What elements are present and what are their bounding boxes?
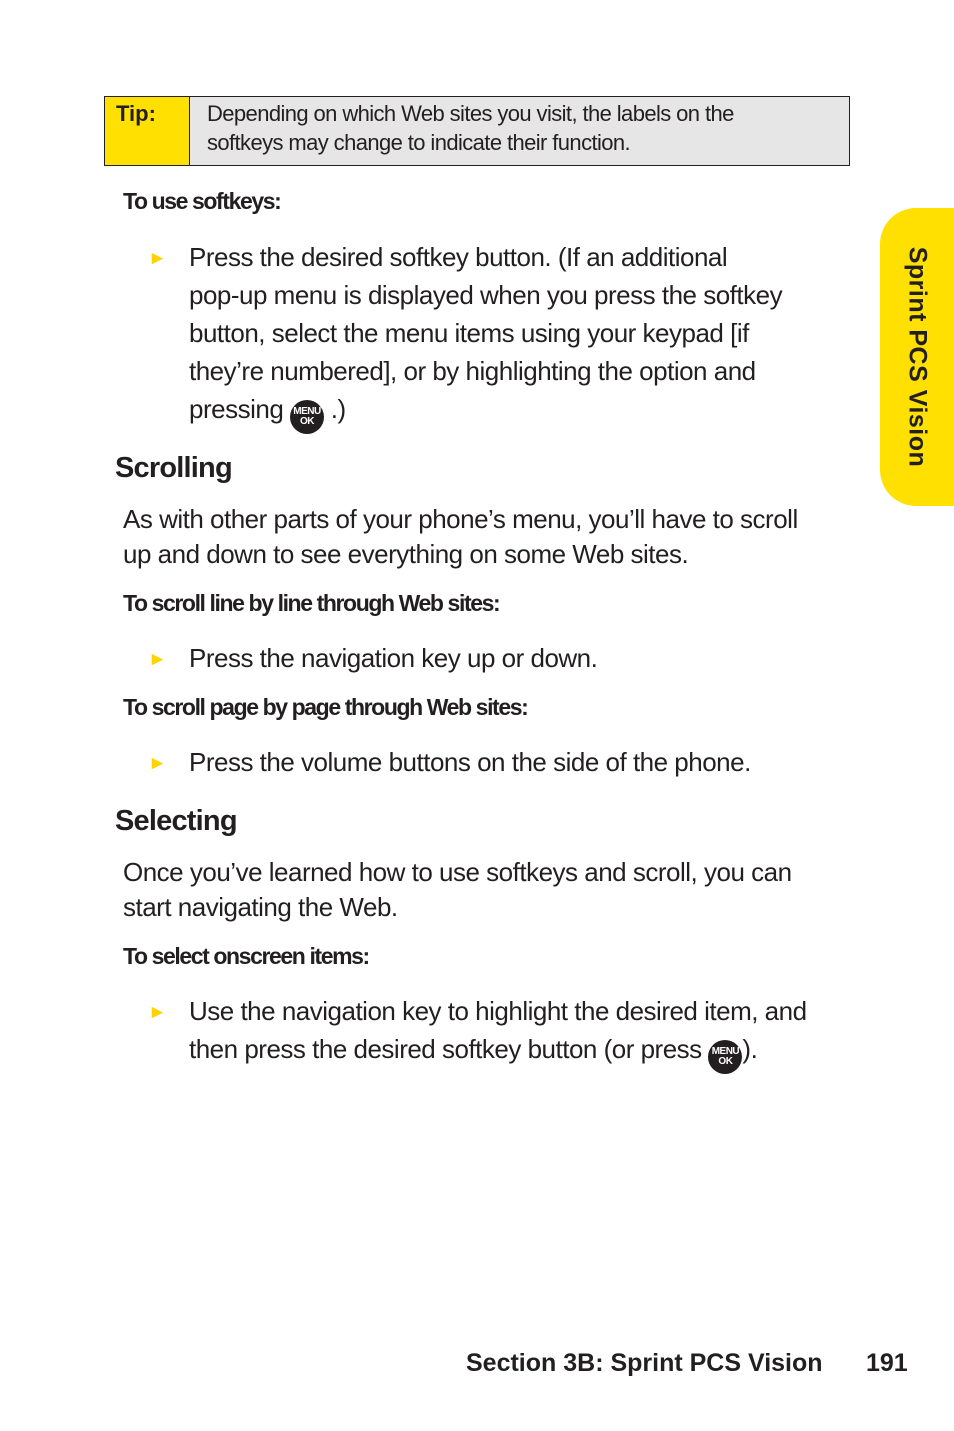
tip-text-line: softkeys may change to indicate their function.	[207, 130, 631, 155]
scroll-page-bullet	[148, 743, 820, 781]
bullet-arrow-icon: ►	[148, 753, 167, 774]
bullet-line: Press the desired softkey button. (If an additional	[189, 242, 728, 272]
bullet-line: button, select the menu items using your keypad [if	[189, 318, 749, 348]
bullet-line: pressing	[189, 394, 284, 424]
menu-key-bottom: OK	[300, 416, 315, 427]
softkeys-bullet-text	[189, 238, 820, 434]
scrolling-heading: Scrolling	[115, 452, 232, 484]
select-items-heading: To select onscreen items:	[123, 943, 369, 969]
scroll-line-bullet	[148, 639, 820, 677]
bullet-line: Use the navigation key to highlight the desired item, and	[189, 996, 807, 1026]
select-items-bullet	[148, 992, 820, 1074]
menu-ok-key-icon	[708, 1040, 742, 1074]
bullet-arrow-icon: ►	[148, 1002, 167, 1023]
paragraph-line: start navigating the Web.	[123, 892, 398, 922]
paragraph-line: up and down to see everything on some Web sites.	[123, 539, 689, 569]
bullet-line-end: ).	[742, 1034, 758, 1064]
use-softkeys-heading: To use softkeys:	[123, 188, 281, 214]
scroll-line-heading: To scroll line by line through Web sites:	[123, 590, 500, 616]
select-items-bullet-text	[189, 992, 820, 1074]
bullet-line: pop-up menu is displayed when you press the softkey	[189, 280, 783, 310]
page-number: 191	[866, 1349, 908, 1377]
menu-ok-key-icon	[290, 400, 324, 434]
footer-section-title: Section 3B: Sprint PCS Vision	[466, 1349, 823, 1377]
scrolling-paragraph	[123, 502, 863, 572]
tip-box	[104, 96, 850, 166]
tip-label: Tip:	[105, 97, 190, 165]
paragraph-line: As with other parts of your phone’s menu, you’ll have to scroll	[123, 504, 798, 534]
bullet-arrow-icon: ►	[148, 248, 167, 269]
menu-key-top: MENU	[711, 1046, 740, 1057]
scroll-line-bullet-text: Press the navigation key up or down.	[189, 643, 598, 673]
side-tab-label: Sprint PCS Vision	[903, 246, 932, 468]
scroll-page-heading: To scroll page by page through Web sites:	[123, 694, 528, 720]
bullet-line: then press the desired softkey button (or press	[189, 1034, 702, 1064]
bullet-arrow-icon: ►	[148, 649, 167, 670]
tip-text-line: Depending on which Web sites you visit, the labels on the	[207, 101, 734, 126]
scroll-page-bullet-text: Press the volume buttons on the side of the phone.	[189, 747, 751, 777]
menu-key-top: MENU	[293, 406, 321, 417]
bullet-line: they’re numbered], or by highlighting the option and	[189, 356, 756, 386]
menu-key-bottom: OK	[718, 1056, 733, 1067]
bullet-line-end: .)	[330, 394, 346, 424]
tip-text	[190, 97, 849, 165]
section-side-tab	[880, 208, 954, 506]
selecting-paragraph	[123, 855, 863, 925]
softkeys-bullet	[148, 238, 820, 434]
selecting-heading: Selecting	[115, 805, 237, 837]
paragraph-line: Once you’ve learned how to use softkeys and scroll, you can	[123, 857, 792, 887]
